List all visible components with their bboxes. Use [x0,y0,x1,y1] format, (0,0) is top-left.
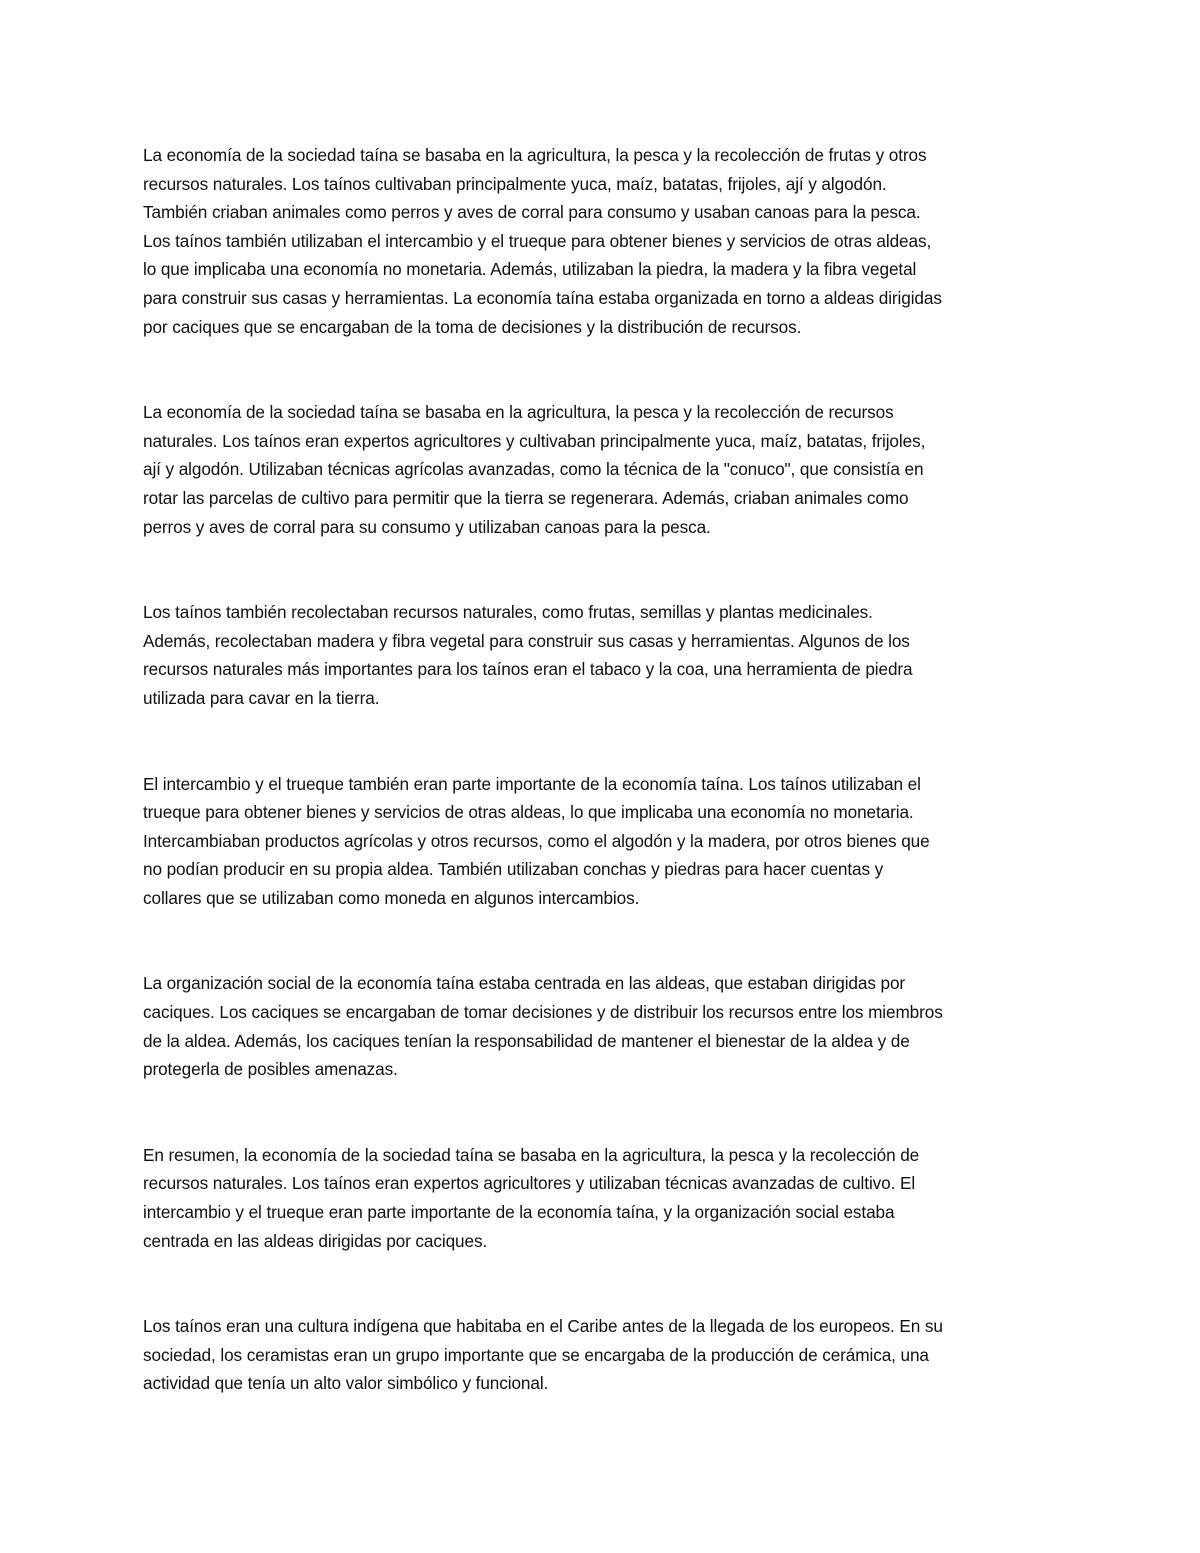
text-line: no podían producir en su propia aldea. También utilizaban conchas y piedras para hacer cuentas y [143,859,884,880]
text-line: Intercambiaban productos agrícolas y otros recursos, como el algodón y la madera, por otros bienes que [143,830,930,851]
text-line: utilizada para cavar en la tierra. [143,687,380,708]
text-line: ají y algodón. Utilizaban técnicas agrícolas avanzadas, como la técnica de la "conuco", que consistía en [143,459,924,480]
text-line: caciques. Los caciques se encargaban de tomar decisiones y de distribuir los recursos entre los miembros [143,1002,943,1023]
paragraph-7 [143,1312,1061,1398]
text-line: para construir sus casas y herramientas. La economía taína estaba organizada en torno a aldeas dirigidas [143,287,942,308]
document-body [143,141,1061,1398]
paragraph-spacer [143,541,1061,598]
paragraph-3 [143,598,1061,712]
paragraph-4 [143,770,1061,913]
text-line: La economía de la sociedad taína se basaba en la agricultura, la pesca y la recolección de frutas y otros [143,145,927,165]
paragraph-spacer [143,1255,1061,1312]
text-line: perros y aves de corral para su consumo y utilizaban canoas para la pesca. [143,516,711,537]
text-line: actividad que tenía un alto valor simbólico y funcional. [143,1373,549,1394]
paragraph-5 [143,969,1061,1083]
text-line: centrada en las aldeas dirigidas por caciques. [143,1230,488,1251]
text-line: trueque para obtener bienes y servicios de otras aldeas, lo que implicaba una economía no monetaria. [143,802,914,823]
text-line: naturales. Los taínos eran expertos agricultores y cultivaban principalmente yuca, maíz, batatas, frijoles, [143,430,926,451]
text-line: El intercambio y el trueque también eran parte importante de la economía taína. Los taínos utilizaban el [143,773,921,794]
text-line: collares que se utilizaban como moneda en algunos intercambios. [143,887,640,908]
text-line: protegerla de posibles amenazas. [143,1059,398,1080]
paragraph-spacer [143,713,1061,770]
text-line: Además, recolectaban madera y fibra vegetal para construir sus casas y herramientas. Algunos de los [143,630,910,651]
text-line: de la aldea. Además, los caciques tenían la responsabilidad de mantener el bienestar de la aldea y de [143,1030,910,1051]
text-line: Los taínos también utilizaban el intercambio y el trueque para obtener bienes y servicios de otras aldeas, [143,230,932,251]
paragraph-spacer [143,341,1061,398]
paragraph-spacer [143,912,1061,969]
paragraph-spacer [143,1084,1061,1141]
paragraph-6 [143,1141,1061,1255]
text-line: rotar las parcelas de cultivo para permitir que la tierra se regenerara. Además, criaban animales como [143,487,909,508]
text-line: recursos naturales. Los taínos cultivaban principalmente yuca, maíz, batatas, frijoles, ají y algodón. [143,173,887,194]
text-line: Los taínos también recolectaban recursos naturales, como frutas, semillas y plantas medicinales. [143,602,873,623]
text-line: recursos naturales más importantes para los taínos eran el tabaco y la coa, una herramienta de piedra [143,659,913,680]
text-line: sociedad, los ceramistas eran un grupo importante que se encargaba de la producción de cerámica, una [143,1344,929,1365]
text-line: Los taínos eran una cultura indígena que habitaba en el Caribe antes de la llegada de los europeos. En su [143,1316,943,1337]
text-line: por caciques que se encargaban de la toma de decisiones y la distribución de recursos. [143,316,802,337]
text-line: En resumen, la economía de la sociedad taína se basaba en la agricultura, la pesca y la recolección de [143,1144,920,1165]
text-line: La economía de la sociedad taína se basaba en la agricultura, la pesca y la recolección de recursos [143,402,894,423]
text-line: lo que implicaba una economía no monetaria. Además, utilizaban la piedra, la madera y la fibra vegetal [143,259,917,280]
text-line: intercambio y el trueque eran parte importante de la economía taína, y la organización social estaba [143,1202,895,1223]
text-line: recursos naturales. Los taínos eran expertos agricultores y utilizaban técnicas avanzadas de cultivo. El [143,1173,916,1194]
text-line: La organización social de la economía taína estaba centrada en las aldeas, que estaban dirigidas por [143,973,906,994]
paragraph-2 [143,398,1061,541]
paragraph-1 [143,141,1061,341]
text-line: También criaban animales como perros y aves de corral para consumo y usaban canoas para la pesca. [143,202,921,223]
